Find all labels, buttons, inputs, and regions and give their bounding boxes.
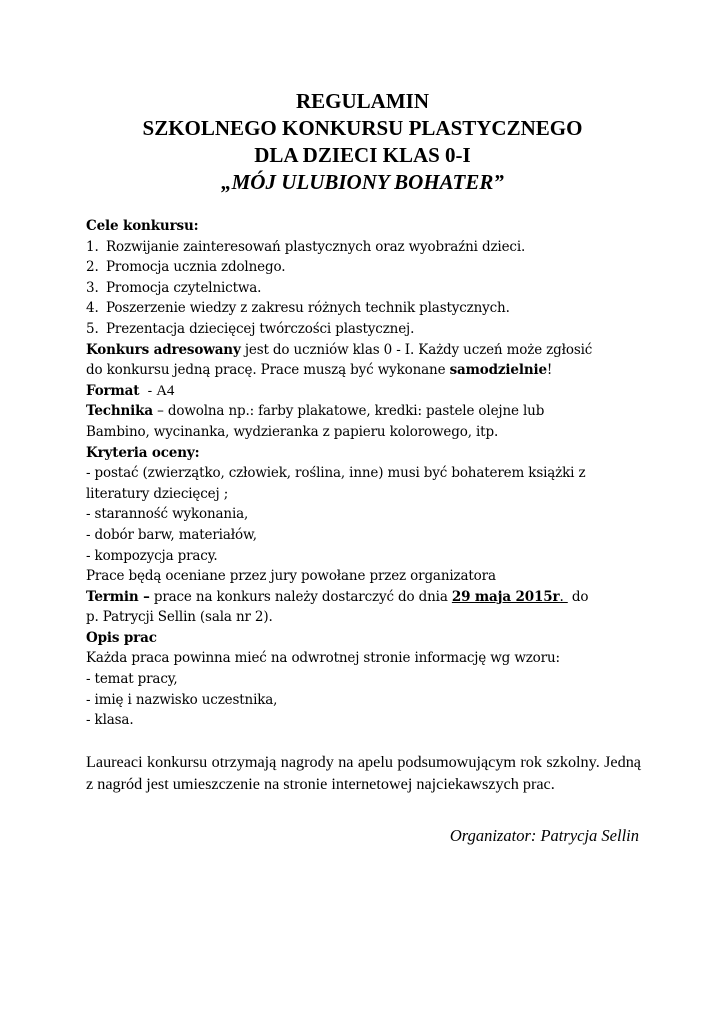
item-number: 5. — [86, 320, 99, 337]
deadline-text: do — [567, 588, 589, 605]
description-line: Każda praca powinna mieć na odwrotnej stronie informację wg wzoru: — [86, 650, 560, 667]
deadline-line — [86, 587, 641, 608]
deadline-text: prace na konkurs należy dostarczyć do dnia — [149, 588, 452, 605]
goals-list — [86, 237, 641, 340]
technique-label: Technika — [86, 403, 153, 420]
audience-text: do konkursu jedną pracę. Prace muszą być wykonane — [86, 362, 450, 379]
item-number: 4. — [86, 300, 99, 317]
criteria-line: - postać (zwierzątko, człowiek, roślina, inne) musi być bohaterem książki z — [86, 465, 586, 482]
item-text: Rozwijanie zainteresowań plastycznych oraz wyobraźni dzieci. — [106, 238, 526, 255]
document-title — [0, 88, 725, 196]
list-item — [86, 298, 641, 319]
item-text: Promocja ucznia zdolnego. — [106, 259, 286, 276]
item-text: Promocja czytelnictwa. — [106, 279, 262, 296]
description-heading: Opis prac — [86, 629, 157, 646]
technique-line — [86, 401, 641, 422]
deadline-date: 29 maja 2015r — [451, 588, 560, 605]
description-item: - imię i nazwisko uczestnika, — [86, 691, 278, 708]
title-contest-name: „MÓJ ULUBIONY BOHATER” — [221, 170, 504, 194]
format-value: A4 — [156, 382, 175, 399]
organizer-signature: Organizator: Patrycja Sellin — [449, 826, 639, 845]
format-line — [86, 381, 641, 402]
audience-line — [86, 340, 641, 361]
list-item — [86, 319, 641, 340]
list-item — [86, 278, 641, 299]
awards-paragraph: Laureaci konkursu otrzymają nagrody na apelu podsumowującym rok szkolny. Jedną z nagród jest umieszczenie na stronie internetowej najciekawszych prac. — [86, 752, 641, 793]
spacer — [86, 731, 641, 752]
deadline-date-dot: . — [559, 588, 568, 605]
description-item: - temat pracy, — [86, 671, 178, 688]
list-item — [86, 237, 641, 258]
criteria-line: - dobór barw, materiałów, — [86, 526, 257, 543]
audience-line — [86, 360, 641, 381]
format-separator: - — [139, 382, 157, 399]
audience-label: Konkurs adresowany — [86, 341, 241, 358]
title-line: REGULAMIN — [295, 89, 429, 113]
item-number: 1. — [86, 238, 99, 255]
criteria-line: - staranność wykonania, — [86, 506, 249, 523]
technique-text: – dowolna np.: farby plakatowe, kredki: pastele olejne lub — [152, 403, 545, 420]
format-label: Format — [86, 382, 140, 399]
audience-emphasis: samodzielnie — [449, 362, 547, 379]
list-item — [86, 257, 641, 278]
audience-text: jest do uczniów klas 0 - I. Każdy uczeń może zgłosić — [240, 341, 593, 358]
title-line: SZKOLNEGO KONKURSU PLASTYCZNEGO — [142, 116, 583, 140]
deadline-label: Termin – — [86, 588, 150, 605]
deadline-line: p. Patrycji Sellin (sala nr 2). — [86, 609, 273, 626]
document-body — [86, 216, 641, 795]
description-item: - klasa. — [86, 712, 134, 729]
item-text: Prezentacja dziecięcej twórczości plastycznej. — [106, 320, 415, 337]
goals-heading: Cele konkursu: — [86, 218, 199, 234]
item-number: 2. — [86, 259, 99, 276]
technique-line: Bambino, wycinanka, wydzieranka z papieru kolorowego, itp. — [86, 423, 499, 440]
criteria-line: literatury dziecięcej ; — [86, 485, 229, 502]
item-number: 3. — [86, 279, 99, 296]
item-text: Poszerzenie wiedzy z zakresu różnych technik plastycznych. — [106, 300, 510, 317]
title-line: DLA DZIECI KLAS 0-I — [254, 143, 471, 167]
criteria-line: Prace będą oceniane przez jury powołane przez organizatora — [86, 568, 496, 585]
criteria-heading: Kryteria oceny: — [86, 444, 200, 461]
audience-text: ! — [546, 362, 553, 379]
criteria-line: - kompozycja pracy. — [86, 547, 218, 564]
